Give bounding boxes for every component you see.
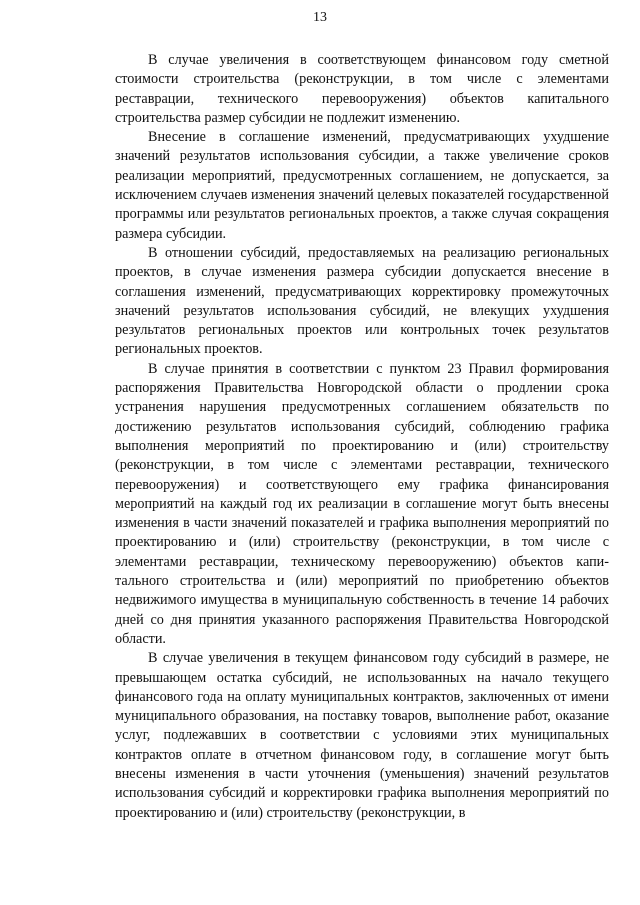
paragraph-2: Внесение в соглашение изменений, предусматривающих ухудшение значений результатов использования субсидии, а также увеличение сроков реализации мероприятий, предусмотренных соглашением, не допускается, за исключением случаев изменения значений целевых показателей государственной программы или результатов региональных проектов, а также случая сокращения размера субсидии. [115,129,609,242]
paragraph-4: В случае принятия в соответствии с пунктом 23 Правил формирования распоряжения Правительства Новгородской области о продлении срока устранения нарушения предусмотренных соглашением обязательств по достижению результатов использования субсидий, соблюдению графика выполнения мероприятий по проектированию и (или) строительству (реконструкции, в том числе с элементами реставрации, технического перевооружения) и соответствующего ему графика финансирования мероприятий на каждый год их реализации в соглашение могут быть внесены изменения в части значений показателей и графика выполнения мероприятий по проектированию и (или) строительству (реконструкции, в том числе с элементами реставрации, техническому перевооружению) объектов капитального строительства и (или) мероприятий по приобретению объектов недвижимого имущества в муниципальную собственность в течение 14 рабочих дней со дня принятия указанного распоряжения Правительства Новгородской области. [115,360,609,647]
paragraph-5: В случае увеличения в текущем финансовом году субсидий в размере, не превышающем остатка субсидий, не использованных на начало текущего финансового года на оплату муниципальных контрактов, заключенных от имени муниципального образования, на поставку товаров, выполнение работ, оказание услуг, подлежавших в соответствии с условиями этих муниципальных контрактов оплате в отчетном финансовом году, в соглашение могут быть внесены изменения в части уточнения (уменьшения) значений результатов использования субсидий и корректировки графика выполнения мероприятий по проектированию и (или) строительству (реконструкции, в [115,650,609,821]
paragraph-1: В случае увеличения в соответствующем финансовом году сметной стоимости строительства (реконструкции, в том числе с элементами реставрации, технического перевооружения) объектов капитального строительства размер субсидии не подлежит изменению. [115,52,609,126]
paragraph-3: В отношении субсидий, предоставляемых на реализацию региональных проектов, в случае изменения размера субсидии допускается внесение в соглашения изменений, предусматривающих корректировку промежуточных значений результатов использования субсидий, не влекущих ухудшения результатов региональных проектов или контрольных точек результатов региональных проектов. [115,244,609,358]
page-number: 13 [313,10,327,25]
document-body [115,51,609,823]
